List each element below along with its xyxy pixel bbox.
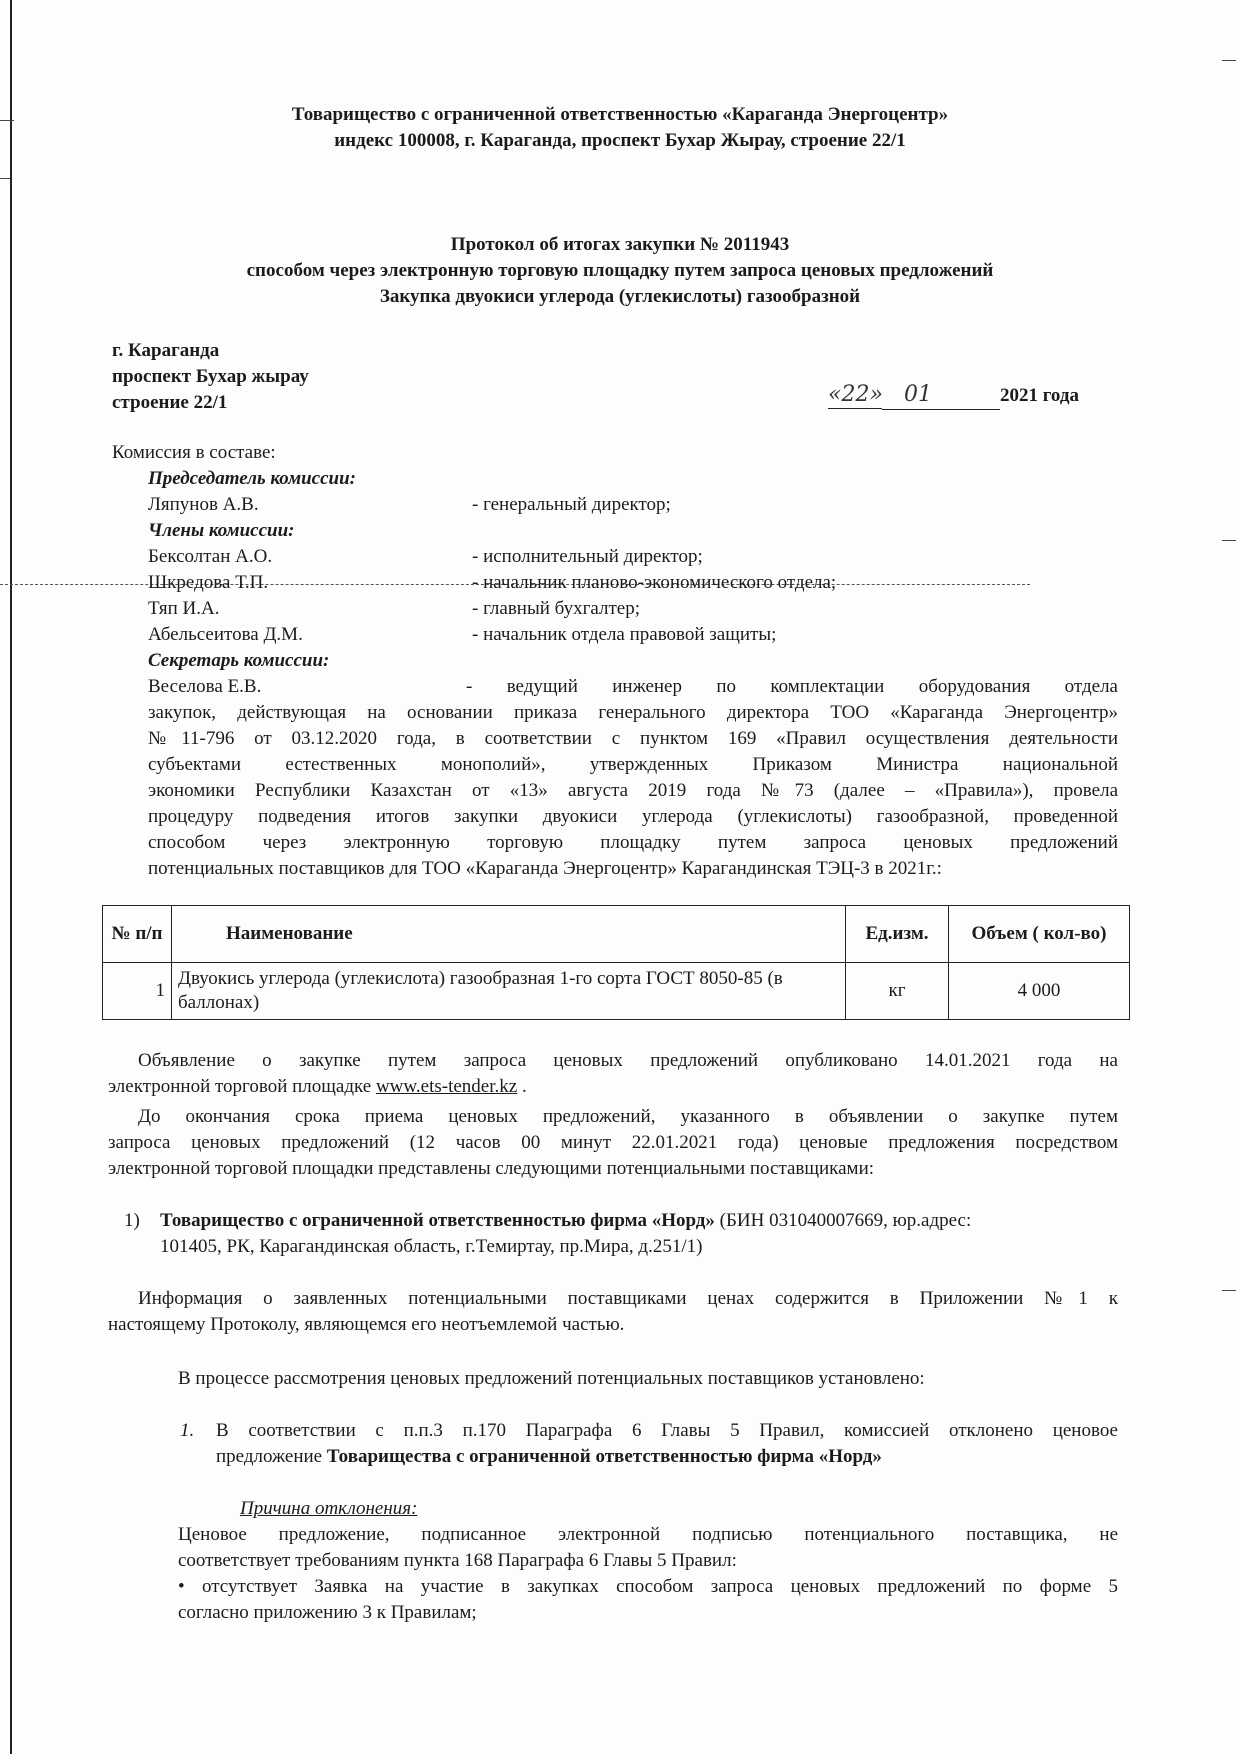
- member-name: Тяп И.А.: [148, 598, 220, 619]
- place-city: г. Караганда: [112, 340, 220, 361]
- deadline-line: электронной торговой площадки представлены следующими потенциальными поставщиками:: [108, 1158, 875, 1179]
- announcement-line: Объявление о закупке путем запроса ценовых предложений опубликовано 14.01.2021 года на: [138, 1050, 1118, 1071]
- cell-name: Двуокись углерода (углекислота) газообразная 1-го сорта ГОСТ 8050-85 (в баллонах): [172, 963, 846, 1020]
- cell-num: 1: [103, 963, 172, 1020]
- member-role: - исполнительный директор;: [472, 546, 703, 567]
- org-name: Товарищество с ограниченной ответственностью «Караганда Энергоцентр»: [291, 104, 949, 125]
- secretary-text-line: экономики Республики Казахстан от «13» августа 2019 года №73 (далее – «Правила»), провела: [148, 780, 1118, 801]
- secretary-text-line: способом через электронную торговую площадку путем запроса ценовых предложений: [148, 832, 1118, 853]
- date-day: «22»: [828, 382, 883, 407]
- supplier-name: Товарищество с ограниченной ответственностью фирма «Норд»: [160, 1210, 715, 1231]
- member-name: Бексолтан А.О.: [148, 546, 273, 567]
- chair-role: - генеральный директор;: [472, 494, 671, 515]
- announcement-suffix: .: [521, 1076, 527, 1097]
- scan-mark: [1222, 60, 1236, 61]
- supplier-number: 1): [124, 1210, 140, 1231]
- rejection-bullet: • отсутствует Заявка на участие в закупках способом запроса ценовых предложений по форме 5: [178, 1576, 1118, 1597]
- secretary-name: Веселова Е.В.: [148, 676, 262, 697]
- finding-supplier: Товарищества с ограниченной ответственностью фирма «Норд»: [326, 1446, 882, 1467]
- member-role: - начальник планово-экономического отдела;: [472, 572, 837, 593]
- finding-number: 1.: [180, 1420, 195, 1441]
- table-row: [103, 963, 1130, 1020]
- col-header-num: № п/п: [103, 906, 172, 963]
- deadline-line: До окончания срока приема ценовых предложений, указанного в объявлении о закупке путем: [138, 1106, 1118, 1127]
- deadline-line: запроса ценовых предложений (12 часов 00 минут 22.01.2021 года) ценовые предложения посредством: [108, 1132, 1118, 1153]
- rejection-line: соответствует требованиям пункта 168 Параграфа 6 Главы 5 Правил:: [178, 1550, 737, 1571]
- tender-site-link[interactable]: www.ets-tender.kz: [375, 1076, 518, 1097]
- col-header-qty: Объем ( кол-во): [949, 906, 1130, 963]
- protocol-title: Протокол об итогах закупки № 2011943: [450, 234, 790, 255]
- protocol-date: [828, 382, 1079, 410]
- secretary-text-line: - ведущий инженер по комплектации оборудования отдела: [466, 676, 1118, 697]
- protocol-method: способом через электронную торговую площадку путем запроса ценовых предложений: [246, 260, 994, 281]
- finding-prefix: предложение: [216, 1446, 323, 1467]
- supplier-entry: [160, 1208, 971, 1234]
- scan-mark: [0, 178, 10, 179]
- member-name: Шкредова Т.П.: [148, 572, 269, 593]
- rejection-line: Ценовое предложение, подписанное электронной подписью потенциального поставщика, не: [178, 1524, 1118, 1545]
- place-building: строение 22/1: [112, 392, 228, 413]
- secretary-text-line: процедуру подведения итогов закупки двуокиси углерода (углекислоты) газообразной, проведенной: [148, 806, 1118, 827]
- scan-mark: [1222, 540, 1236, 541]
- date-month: 01: [904, 382, 932, 407]
- table-header-row: [103, 906, 1130, 963]
- supplier-address: 101405, РК, Карагандинская область, г.Темиртау, пр.Мира, д.251/1): [160, 1236, 703, 1257]
- items-table: [102, 905, 1130, 1020]
- announcement-prefix: электронной торговой площадке: [108, 1076, 372, 1097]
- supplier-details: (БИН 031040007669, юр.адрес:: [719, 1210, 972, 1231]
- announcement-line: [108, 1074, 527, 1100]
- finding-line: [216, 1444, 882, 1470]
- commission-intro: Комиссия в составе:: [112, 442, 276, 463]
- rejection-heading: Причина отклонения:: [240, 1498, 418, 1519]
- col-header-name: Наименование: [172, 906, 846, 963]
- secretary-text-line: №11-796 от 03.12.2020 года, в соответствии с пунктом 169 «Правил осуществления деятельности: [148, 728, 1118, 749]
- secretary-text-line: субъектами естественных монополий», утвержденных Приказом Министра национальной: [148, 754, 1118, 775]
- chair-name: Ляпунов А.В.: [148, 494, 259, 515]
- member-role: - начальник отдела правовой защиты;: [472, 624, 777, 645]
- scan-mark: [1222, 1290, 1236, 1291]
- finding-line: В соответствии с п.п.3 п.170 Параграфа 6 Главы 5 Правил, комиссией отклонено ценовое: [216, 1420, 1118, 1441]
- org-address: индекс 100008, г. Караганда, проспект Бухар Жырау, строение 22/1: [334, 130, 906, 151]
- col-header-unit: Ед.изм.: [846, 906, 949, 963]
- info-line: Информация о заявленных потенциальными поставщиками ценах содержится в Приложении №1 к: [138, 1288, 1118, 1309]
- place-street: проспект Бухар жырау: [112, 366, 309, 387]
- chair-heading: Председатель комиссии:: [148, 468, 356, 489]
- protocol-subject: Закупка двуокиси углерода (углекислоты) газообразной: [379, 286, 861, 307]
- rejection-bullet: согласно приложению 3 к Правилам;: [178, 1602, 477, 1623]
- cell-qty: 4 000: [949, 963, 1130, 1020]
- review-intro: В процессе рассмотрения ценовых предложений потенциальных поставщиков установлено:: [178, 1368, 925, 1389]
- secretary-text-line: закупок, действующая на основании приказа генерального директора ТОО «Караганда Энергоцентр»: [148, 702, 1118, 723]
- secretary-heading: Секретарь комиссии:: [148, 650, 330, 671]
- cell-unit: кг: [846, 963, 949, 1020]
- date-year: 2021 года: [1000, 385, 1079, 406]
- secretary-text-line: потенциальных поставщиков для ТОО «Караганда Энергоцентр» Карагандинская ТЭЦ-3 в 2021г.:: [148, 858, 942, 879]
- member-name: Абельсеитова Д.М.: [148, 624, 303, 645]
- info-line: настоящему Протоколу, являющемся его неотъемлемой частью.: [108, 1314, 625, 1335]
- member-role: - главный бухгалтер;: [472, 598, 640, 619]
- members-heading: Члены комиссии:: [148, 520, 295, 541]
